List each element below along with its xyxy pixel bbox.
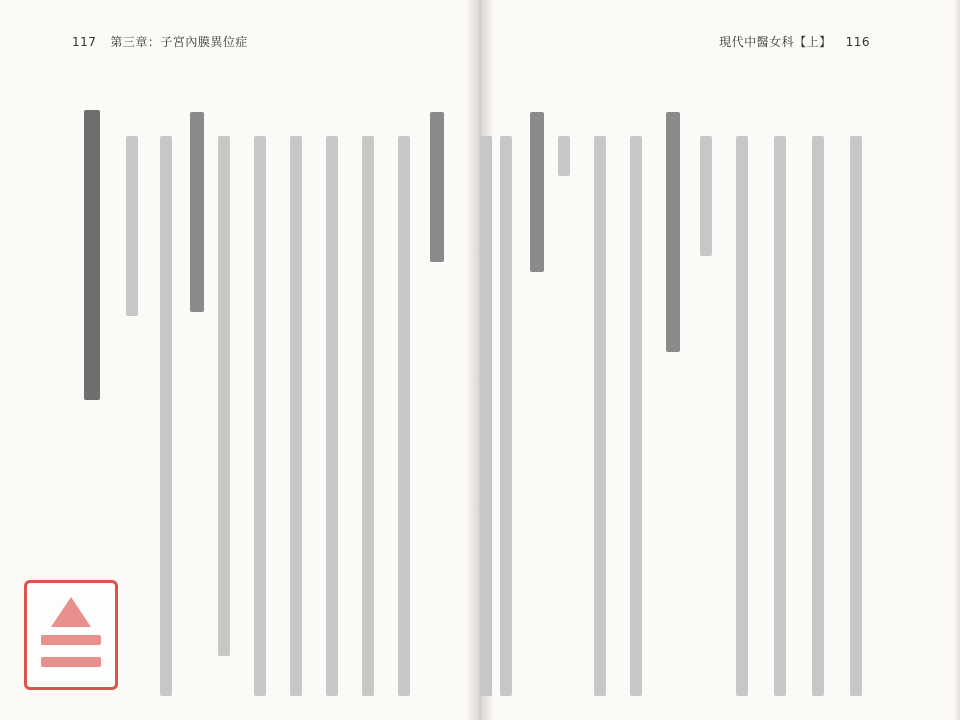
left-running-head: 第三章：子宮內膜異位症 [110, 35, 248, 49]
text-column-placeholder [326, 136, 338, 696]
right-running-head: 現代中醫女科【上】 [719, 35, 832, 49]
text-column-placeholder [398, 136, 410, 696]
chapter-heading-placeholder [84, 110, 100, 400]
text-column-placeholder [254, 136, 266, 696]
text-column-placeholder [700, 136, 712, 256]
section-heading-placeholder [190, 112, 204, 312]
section-heading-placeholder [530, 112, 544, 272]
right-page-header [719, 33, 870, 50]
publisher-watermark [24, 580, 118, 690]
text-column-placeholder [630, 136, 642, 696]
text-column-placeholder [558, 136, 570, 176]
text-column-placeholder [480, 136, 492, 696]
text-column-placeholder [774, 136, 786, 696]
text-column-placeholder [850, 136, 862, 696]
text-column-placeholder [594, 136, 606, 696]
text-column-placeholder [290, 136, 302, 696]
text-column-placeholder [362, 136, 374, 696]
text-column-placeholder [160, 136, 172, 696]
text-column-placeholder [126, 136, 138, 316]
text-column-placeholder [812, 136, 824, 696]
section-heading-placeholder [666, 112, 680, 352]
text-column-placeholder [736, 136, 748, 696]
left-page-header [72, 33, 248, 50]
page-edge [954, 0, 960, 720]
text-column-placeholder [218, 136, 230, 656]
left-page-number: 117 [72, 35, 97, 49]
section-heading-placeholder [430, 112, 444, 262]
right-page-number: 116 [845, 35, 870, 49]
text-column-placeholder [500, 136, 512, 696]
